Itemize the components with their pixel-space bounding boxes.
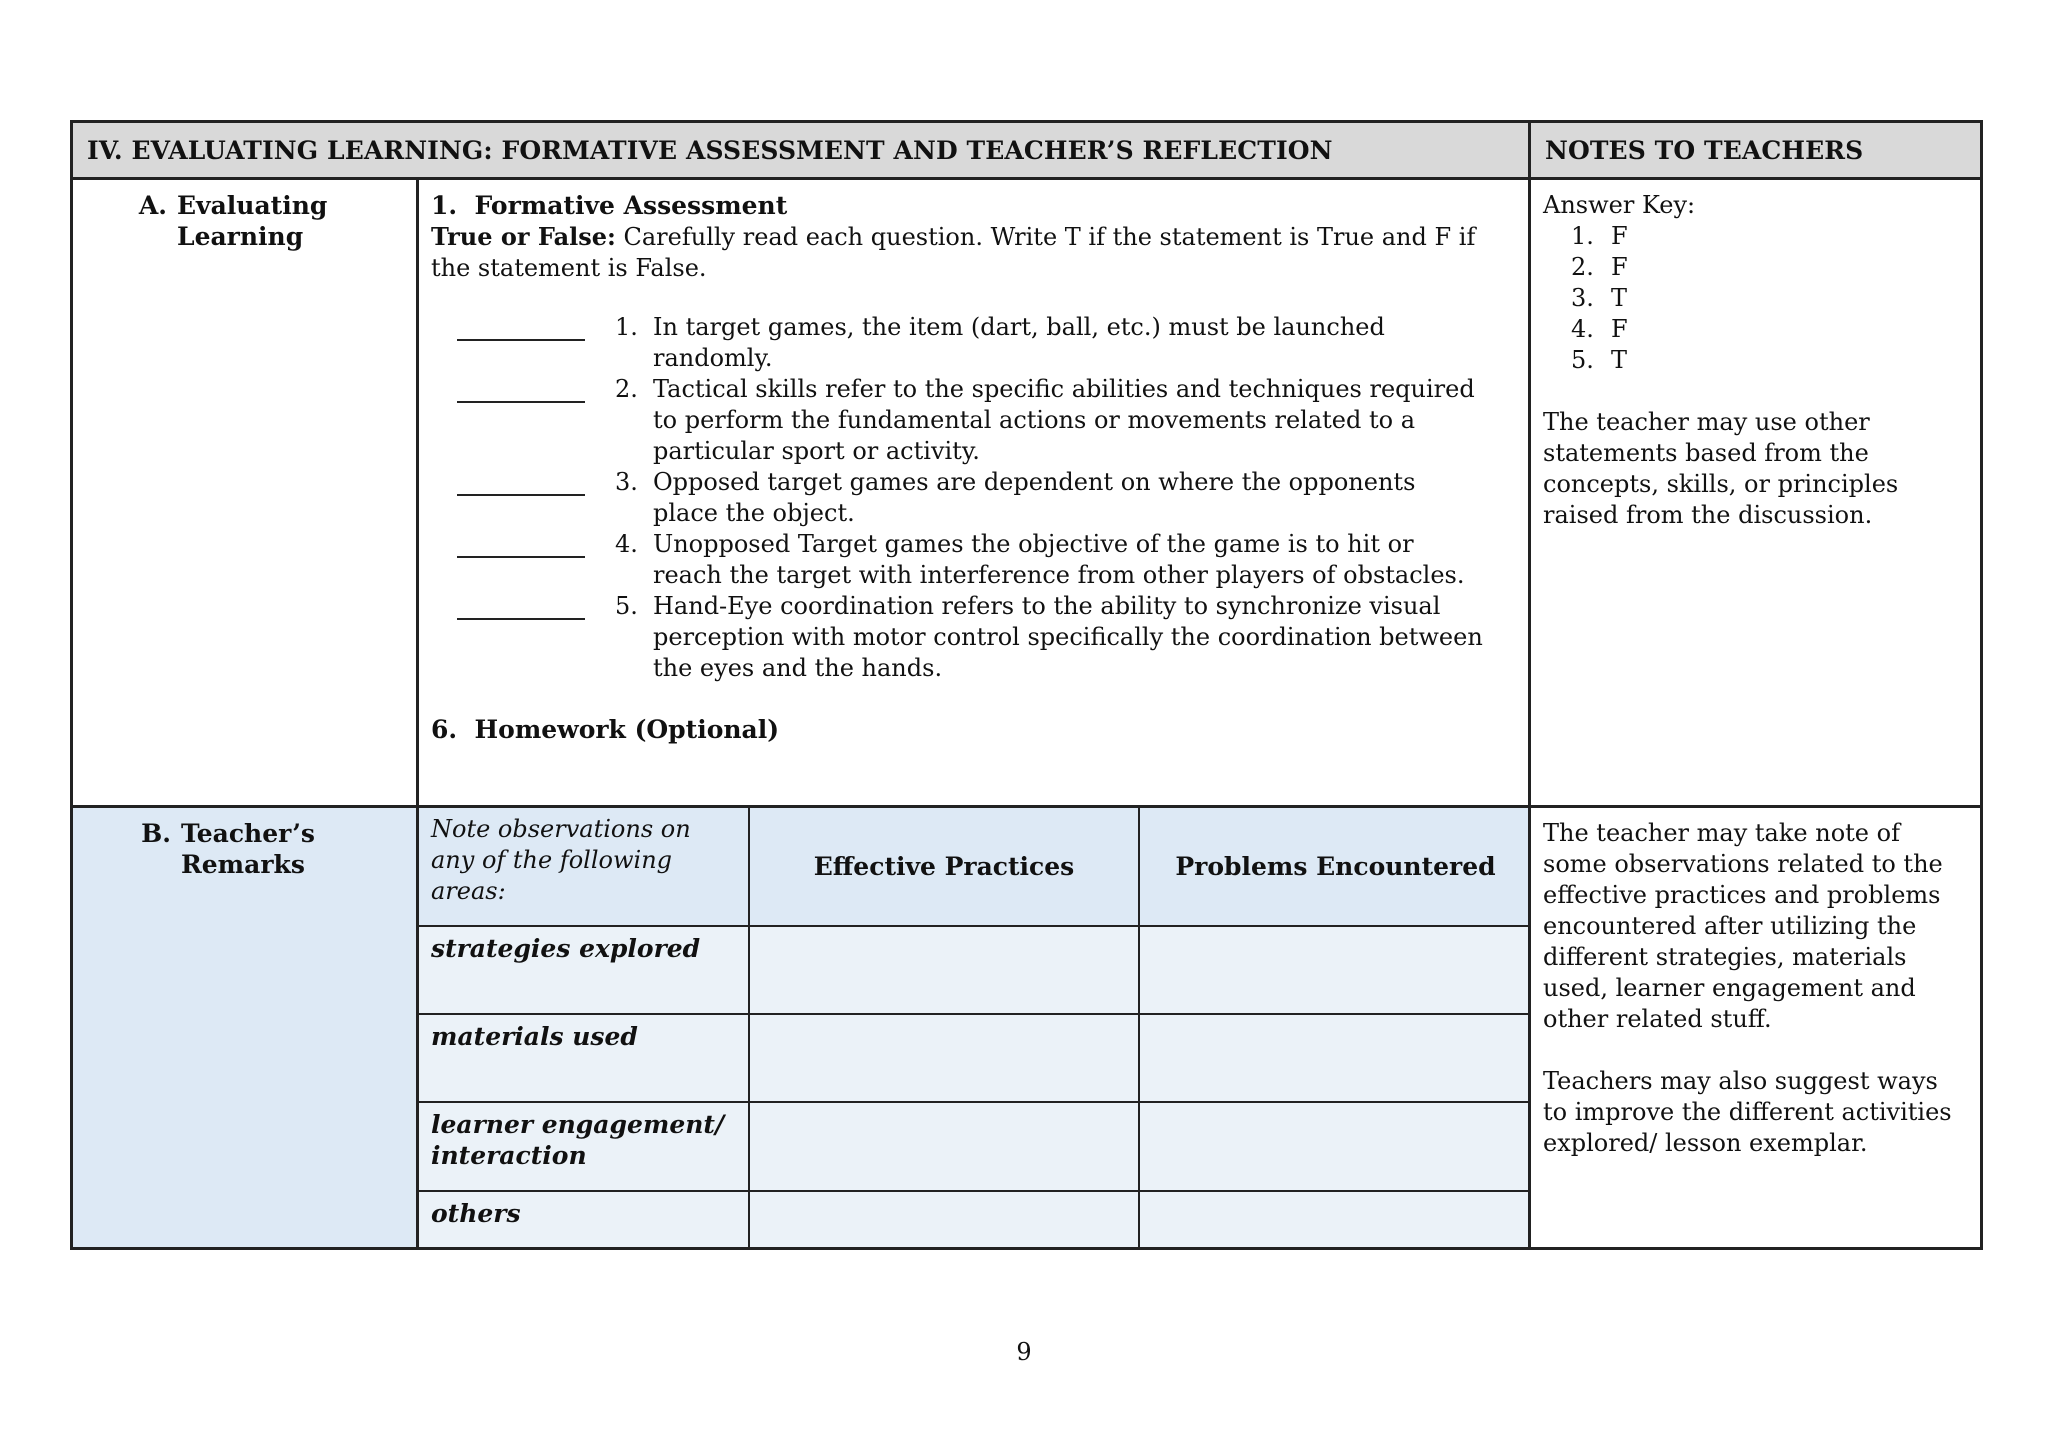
section-a-label: Evaluating Learning — [177, 191, 328, 251]
list-item — [1543, 314, 1968, 345]
answer-blank[interactable] — [457, 467, 585, 496]
answer-number: 3. — [1571, 284, 1594, 312]
list-item — [1543, 345, 1968, 376]
evaluating-learning-row — [72, 179, 1982, 807]
notes-title: NOTES TO TEACHERS — [1530, 122, 1982, 179]
answer-key-list — [1543, 221, 1968, 376]
list-item — [1543, 221, 1968, 252]
answer-number: 2. — [1571, 253, 1594, 281]
teachers-remarks-cell — [72, 807, 418, 1249]
section-b-letter: B. — [141, 819, 171, 848]
answer-value: F — [1611, 315, 1628, 343]
problems-encountered-entry[interactable] — [1139, 1014, 1531, 1102]
instruction-text: Carefully read each question. Write T if the statement is True and F if the statement is False. — [431, 223, 1476, 282]
problems-encountered-entry[interactable] — [1139, 1191, 1531, 1247]
homework-number: 6. — [431, 715, 458, 744]
list-item — [431, 591, 1516, 684]
item-text: Unopposed Target games the objective of the game is to hit or reach the target with interference from other players of obstacles. — [653, 530, 1465, 589]
answer-blank[interactable] — [457, 374, 585, 403]
observations-table — [419, 808, 1531, 1247]
table-row — [419, 926, 1531, 1014]
section-title: IV. EVALUATING LEARNING: FORMATIVE ASSESSMENT AND TEACHER’S REFLECTION — [72, 122, 1530, 179]
answer-value: F — [1611, 222, 1628, 250]
item-text: Hand-Eye coordination refers to the ability to synchronize visual perception with motor control specifically the coordination between the eyes and the hands. — [653, 592, 1483, 682]
table-row — [419, 1191, 1531, 1247]
effective-practices-entry[interactable] — [749, 1191, 1139, 1247]
evaluating-learning-cell — [72, 179, 418, 807]
item-number: 4. — [615, 530, 638, 558]
answer-value: T — [1611, 284, 1628, 312]
list-item — [431, 467, 1516, 529]
instructions — [431, 221, 1516, 284]
list-item — [431, 312, 1516, 374]
observation-prompt: Note observations on any of the following areas: — [419, 808, 749, 926]
remarks-note-2: Teachers may also suggest ways to improve the different activities explored/ lesson exemplar. — [1543, 1067, 1952, 1157]
problems-encountered-entry[interactable] — [1139, 1102, 1531, 1191]
item-text: Tactical skills refer to the specific abilities and techniques required to perform the fundamental actions or movements related to a particular sport or activity. — [653, 375, 1475, 465]
problems-encountered-header: Problems Encountered — [1139, 808, 1531, 926]
instruction-label: True or False: — [431, 222, 616, 251]
list-item — [1543, 252, 1968, 283]
problems-encountered-entry[interactable] — [1139, 926, 1531, 1014]
effective-practices-entry[interactable] — [749, 1014, 1139, 1102]
answer-value: F — [1611, 253, 1628, 281]
assessment-number: 1. — [431, 191, 458, 220]
answer-number: 4. — [1571, 315, 1594, 343]
effective-practices-entry[interactable] — [749, 1102, 1139, 1191]
section-b-label: Teacher’s Remarks — [181, 819, 316, 879]
answer-number: 1. — [1571, 222, 1594, 250]
item-number: 5. — [615, 592, 638, 620]
item-text: In target games, the item (dart, ball, etc.) must be launched randomly. — [653, 313, 1385, 372]
effective-practices-header: Effective Practices — [749, 808, 1139, 926]
lesson-table — [70, 120, 1983, 1250]
evaluating-learning-label — [83, 190, 406, 252]
list-item — [431, 529, 1516, 591]
remarks-notes-cell — [1530, 807, 1982, 1249]
answer-value: T — [1611, 346, 1628, 374]
observations-cell — [418, 807, 1530, 1249]
answer-key-notes-cell — [1530, 179, 1982, 807]
formative-assessment-cell — [418, 179, 1530, 807]
list-item — [431, 374, 1516, 467]
formative-assessment-heading — [431, 190, 1516, 221]
area-label: learner engagement/ interaction — [419, 1102, 749, 1191]
table-header-row — [72, 122, 1982, 179]
item-number: 1. — [615, 313, 638, 341]
item-number: 3. — [615, 468, 638, 496]
observations-header-row — [419, 808, 1531, 926]
answer-blank[interactable] — [457, 312, 585, 341]
assessment-title: Formative Assessment — [474, 191, 788, 220]
true-false-items — [431, 312, 1516, 684]
answer-key-note: The teacher may use other statements based from the concepts, skills, or principles raised from the discussion. — [1543, 408, 1899, 529]
teachers-remarks-label — [83, 818, 406, 880]
area-label: materials used — [419, 1014, 749, 1102]
answer-number: 5. — [1571, 346, 1594, 374]
homework-heading — [431, 714, 1516, 745]
remarks-note-1: The teacher may take note of some observations related to the effective practices and problems encountered after utilizing the different strategies, materials used, learner engagement and other related stuff. — [1543, 819, 1943, 1033]
answer-blank[interactable] — [457, 591, 585, 620]
homework-title: Homework (Optional) — [474, 715, 780, 744]
effective-practices-entry[interactable] — [749, 926, 1139, 1014]
answer-key-label: Answer Key: — [1543, 191, 1696, 219]
table-row — [419, 1102, 1531, 1191]
area-label: others — [419, 1191, 749, 1247]
item-number: 2. — [615, 375, 638, 403]
table-row — [419, 1014, 1531, 1102]
list-item — [1543, 283, 1968, 314]
teachers-remarks-row — [72, 807, 1982, 1249]
page-number: 9 — [1016, 1338, 1032, 1366]
area-label: strategies explored — [419, 926, 749, 1014]
answer-blank[interactable] — [457, 529, 585, 558]
item-text: Opposed target games are dependent on where the opponents place the object. — [653, 468, 1416, 527]
section-a-letter: A. — [138, 191, 167, 220]
